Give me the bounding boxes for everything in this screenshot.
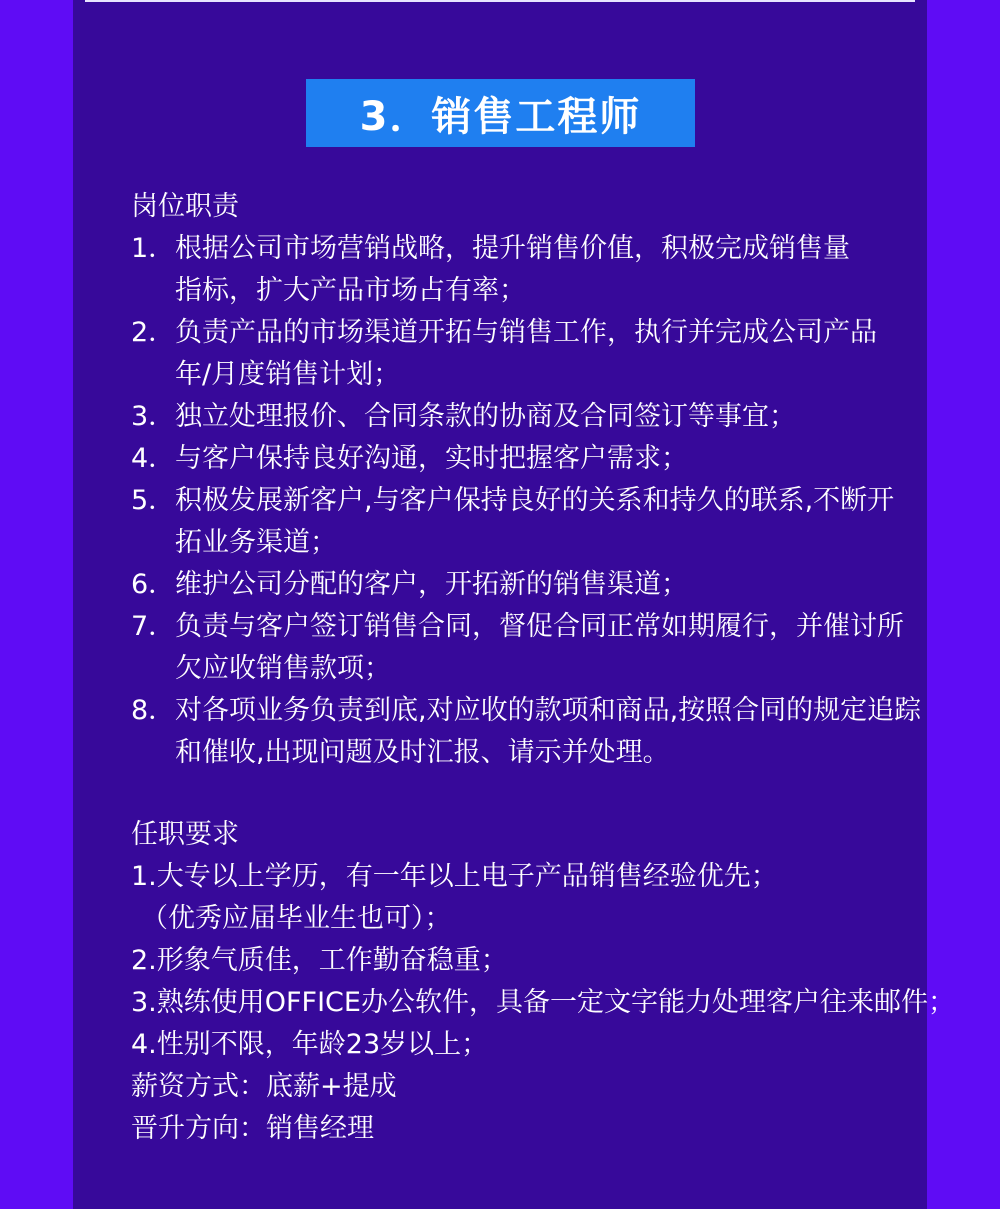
duty-item bbox=[131, 564, 991, 606]
duty-text: 维护公司分配的客户，开拓新的销售渠道； bbox=[175, 569, 688, 600]
duty-text: 根据公司市场营销战略，提升销售价值，积极完成销售量 bbox=[175, 233, 850, 264]
duty-number: 3． bbox=[131, 401, 176, 432]
duty-number: 7． bbox=[131, 611, 176, 642]
duty-text: 与客户保持良好沟通，实时把握客户需求； bbox=[175, 443, 688, 474]
duty-item bbox=[131, 438, 991, 480]
duty-item bbox=[131, 480, 991, 564]
duty-number: 1． bbox=[131, 233, 176, 264]
promotion-line: 晋升方向：销售经理 bbox=[131, 1113, 374, 1144]
section-title-box bbox=[306, 79, 695, 147]
duty-text-continued: 和催收,出现问题及时汇报、请示并处理。 bbox=[175, 737, 670, 768]
duty-text: 负责与客户签订销售合同，督促合同正常如期履行，并催讨所 bbox=[175, 611, 904, 642]
requirement-line: 4.性别不限，年龄23岁以上； bbox=[131, 1029, 489, 1060]
duty-number: 5． bbox=[131, 485, 176, 516]
duty-number: 8． bbox=[131, 695, 176, 726]
duty-text-continued: 年/月度销售计划； bbox=[175, 359, 401, 390]
job-description bbox=[131, 186, 991, 1150]
duty-text: 负责产品的市场渠道开拓与销售工作，执行并完成公司产品 bbox=[175, 317, 877, 348]
duty-item bbox=[131, 690, 991, 774]
requirement-line: 1.大专以上学历，有一年以上电子产品销售经验优先； bbox=[131, 861, 778, 892]
duty-item bbox=[131, 228, 991, 312]
duties-heading: 岗位职责 bbox=[131, 191, 239, 222]
duty-text: 独立处理报价、合同条款的协商及合同签订等事宜； bbox=[175, 401, 796, 432]
duty-number: 6． bbox=[131, 569, 176, 600]
requirement-line: 3.熟练使用OFFICE办公软件，具备一定文字能力处理客户往来邮件； bbox=[131, 987, 955, 1018]
salary-line: 薪资方式：底薪+提成 bbox=[131, 1071, 397, 1102]
requirements-heading: 任职要求 bbox=[131, 819, 239, 850]
duty-number: 2． bbox=[131, 317, 176, 348]
duty-text: 对各项业务负责到底,对应收的款项和商品,按照合同的规定追踪 bbox=[175, 695, 922, 726]
duty-text-continued: 拓业务渠道； bbox=[175, 527, 337, 558]
section-spacer bbox=[131, 774, 991, 814]
duty-item bbox=[131, 396, 991, 438]
duty-number: 4． bbox=[131, 443, 176, 474]
duty-text: 积极发展新客户,与客户保持良好的关系和持久的联系,不断开 bbox=[175, 485, 895, 516]
duty-item bbox=[131, 606, 991, 690]
duty-text-continued: 欠应收销售款项； bbox=[175, 653, 391, 684]
requirement-line: （优秀应届毕业生也可）； bbox=[141, 903, 452, 934]
duty-text-continued: 指标，扩大产品市场占有率； bbox=[175, 275, 526, 306]
section-title: 3．销售工程师 bbox=[359, 93, 642, 140]
duty-item bbox=[131, 312, 991, 396]
top-divider bbox=[85, 0, 915, 2]
requirement-line: 2.形象气质佳，工作勤奋稳重； bbox=[131, 945, 508, 976]
